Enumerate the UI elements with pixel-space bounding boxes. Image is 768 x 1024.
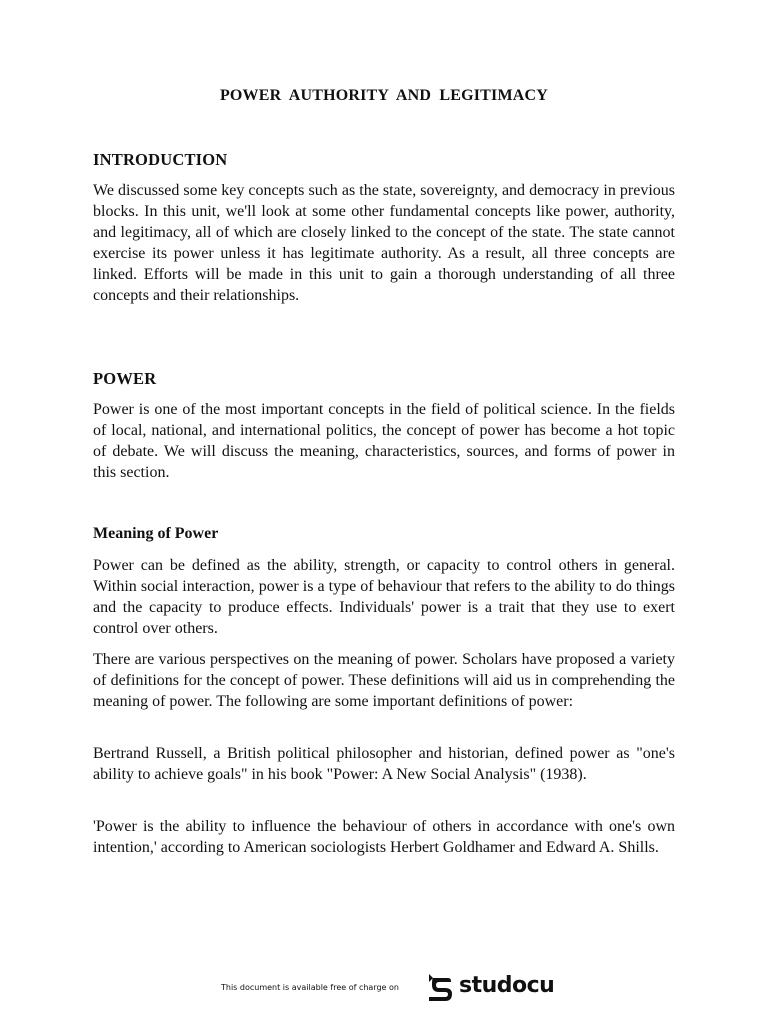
- paragraph-meaning-2: There are various perspectives on the meaning of power. Scholars have proposed a variety of definitions for the concept of power. These definitions will aid us in comprehending the meaning of power. The following are some important definitions of power:: [93, 651, 675, 710]
- paragraph-meaning-3: Bertrand Russell, a British political philosopher and historian, defined power as "one's ability to achieve goals" in his book "Power: A New Social Analysis" (1938).: [93, 745, 675, 783]
- footer-note: This document is available free of charge on: [221, 983, 399, 992]
- paragraph-introduction: We discussed some key concepts such as the state, sovereignty, and democracy in previous blocks. In this unit, we'll look at some other fundamental concepts like power, authority, and legitimacy, all of which are closely linked to the concept of the state. The state cannot exercise its power unless it has legitimate authority. As a result, all three concepts are linked. Efforts will be made in this unit to gain a thorough understanding of all three concepts and their relationships.: [93, 182, 675, 304]
- footer-banner[interactable]: [0, 970, 768, 1006]
- paragraph-power: Power is one of the most important concepts in the field of political science. In the fields of local, national, and international politics, the concept of power has become a hot topic of debate. We will discuss the meaning, characteristics, sources, and forms of power in this section.: [93, 401, 675, 481]
- studocu-logo-icon: [424, 972, 456, 1004]
- heading-meaning-of-power: Meaning of Power: [93, 525, 219, 542]
- studocu-brand: studocu: [459, 973, 555, 998]
- paragraph-meaning-4: 'Power is the ability to influence the behaviour of others in accordance with one's own intention,' according to American sociologists Herbert Goldhamer and Edward A. Shills.: [93, 818, 675, 856]
- heading-power: POWER: [93, 369, 157, 388]
- paragraph-meaning-1: Power can be defined as the ability, strength, or capacity to control others in general. Within social interaction, power is a type of behaviour that refers to the ability to do things and the capacity to produce effects. Individuals' power is a trait that they use to exert control over others.: [93, 557, 675, 637]
- heading-introduction: INTRODUCTION: [93, 150, 228, 169]
- document-title: POWER AUTHORITY AND LEGITIMACY: [219, 87, 549, 104]
